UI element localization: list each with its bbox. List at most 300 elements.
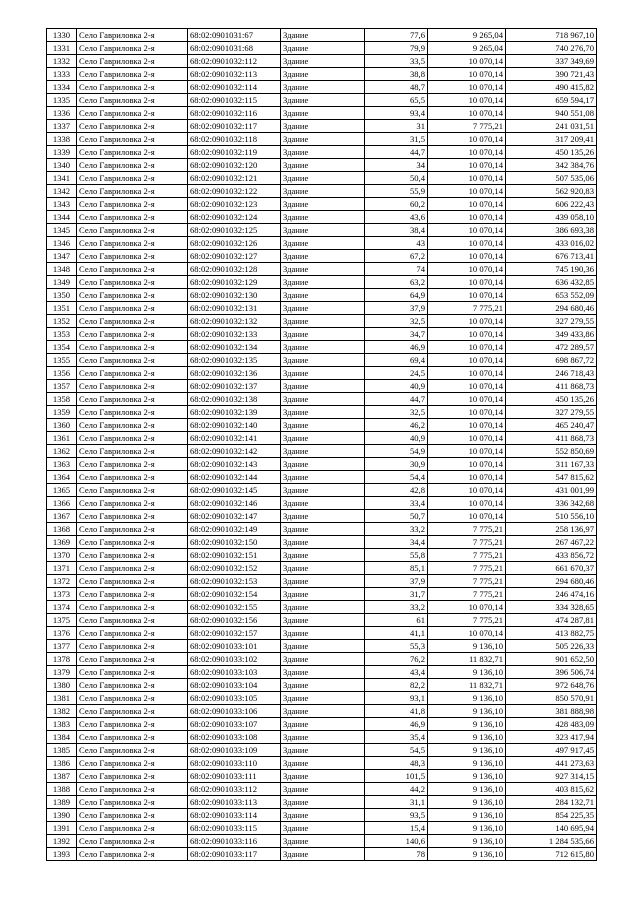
table-row xyxy=(47,809,597,822)
row-number-cell: 1335 xyxy=(47,94,77,107)
cadastral-value-cell: 740 276,70 xyxy=(506,42,597,55)
cadastral-value-cell: 507 535,06 xyxy=(506,172,597,185)
object-type-cell: Здание xyxy=(281,549,365,562)
cadastral-value-cell: 284 132,71 xyxy=(506,796,597,809)
locality-cell: Село Гавриловка 2-я xyxy=(77,146,188,159)
unit-value-cell: 9 136,10 xyxy=(428,783,506,796)
cadastral-value-table xyxy=(46,28,597,861)
area-cell: 34,4 xyxy=(365,536,428,549)
cadastral-value-cell: 972 648,76 xyxy=(506,679,597,692)
row-number-cell: 1370 xyxy=(47,549,77,562)
cadastral-value-cell: 337 349,69 xyxy=(506,55,597,68)
object-type-cell: Здание xyxy=(281,289,365,302)
object-type-cell: Здание xyxy=(281,211,365,224)
area-cell: 63,2 xyxy=(365,276,428,289)
unit-value-cell: 10 070,14 xyxy=(428,172,506,185)
unit-value-cell: 10 070,14 xyxy=(428,94,506,107)
table-row xyxy=(47,172,597,185)
cadastral-value-cell: 267 467,22 xyxy=(506,536,597,549)
cadastral-number-cell: 68:02:0901032:151 xyxy=(188,549,281,562)
unit-value-cell: 10 070,14 xyxy=(428,341,506,354)
table-row xyxy=(47,445,597,458)
cadastral-value-cell: 1 284 535,66 xyxy=(506,835,597,848)
area-cell: 43 xyxy=(365,237,428,250)
cadastral-number-cell: 68:02:0901033:108 xyxy=(188,731,281,744)
object-type-cell: Здание xyxy=(281,172,365,185)
unit-value-cell: 9 136,10 xyxy=(428,809,506,822)
table-row xyxy=(47,94,597,107)
table-row xyxy=(47,575,597,588)
area-cell: 44,2 xyxy=(365,783,428,796)
cadastral-number-cell: 68:02:0901033:106 xyxy=(188,705,281,718)
row-number-cell: 1342 xyxy=(47,185,77,198)
row-number-cell: 1341 xyxy=(47,172,77,185)
cadastral-value-cell: 552 850,69 xyxy=(506,445,597,458)
row-number-cell: 1376 xyxy=(47,627,77,640)
cadastral-value-cell: 334 328,65 xyxy=(506,601,597,614)
locality-cell: Село Гавриловка 2-я xyxy=(77,341,188,354)
unit-value-cell: 10 070,14 xyxy=(428,601,506,614)
area-cell: 43,4 xyxy=(365,666,428,679)
unit-value-cell: 10 070,14 xyxy=(428,406,506,419)
table-row xyxy=(47,783,597,796)
cadastral-value-cell: 850 570,91 xyxy=(506,692,597,705)
object-type-cell: Здание xyxy=(281,315,365,328)
cadastral-value-cell: 505 226,33 xyxy=(506,640,597,653)
cadastral-number-cell: 68:02:0901032:143 xyxy=(188,458,281,471)
row-number-cell: 1373 xyxy=(47,588,77,601)
object-type-cell: Здание xyxy=(281,380,365,393)
object-type-cell: Здание xyxy=(281,796,365,809)
locality-cell: Село Гавриловка 2-я xyxy=(77,94,188,107)
cadastral-number-cell: 68:02:0901032:122 xyxy=(188,185,281,198)
locality-cell: Село Гавриловка 2-я xyxy=(77,29,188,42)
cadastral-value-cell: 745 190,36 xyxy=(506,263,597,276)
unit-value-cell: 9 265,04 xyxy=(428,42,506,55)
locality-cell: Село Гавриловка 2-я xyxy=(77,81,188,94)
cadastral-number-cell: 68:02:0901031:68 xyxy=(188,42,281,55)
table-row xyxy=(47,198,597,211)
unit-value-cell: 7 775,21 xyxy=(428,588,506,601)
unit-value-cell: 7 775,21 xyxy=(428,120,506,133)
unit-value-cell: 10 070,14 xyxy=(428,432,506,445)
object-type-cell: Здание xyxy=(281,81,365,94)
area-cell: 38,8 xyxy=(365,68,428,81)
unit-value-cell: 10 070,14 xyxy=(428,237,506,250)
table-row xyxy=(47,263,597,276)
cadastral-number-cell: 68:02:0901032:113 xyxy=(188,68,281,81)
area-cell: 65,5 xyxy=(365,94,428,107)
cadastral-number-cell: 68:02:0901032:139 xyxy=(188,406,281,419)
cadastral-number-cell: 68:02:0901032:149 xyxy=(188,523,281,536)
unit-value-cell: 9 136,10 xyxy=(428,640,506,653)
row-number-cell: 1330 xyxy=(47,29,77,42)
locality-cell: Село Гавриловка 2-я xyxy=(77,198,188,211)
table-row xyxy=(47,588,597,601)
cadastral-value-cell: 413 882,75 xyxy=(506,627,597,640)
table-row xyxy=(47,107,597,120)
table-row xyxy=(47,744,597,757)
cadastral-value-cell: 411 868,73 xyxy=(506,432,597,445)
unit-value-cell: 10 070,14 xyxy=(428,146,506,159)
cadastral-number-cell: 68:02:0901033:101 xyxy=(188,640,281,653)
cadastral-number-cell: 68:02:0901032:129 xyxy=(188,276,281,289)
cadastral-value-cell: 433 016,02 xyxy=(506,237,597,250)
row-number-cell: 1352 xyxy=(47,315,77,328)
locality-cell: Село Гавриловка 2-я xyxy=(77,510,188,523)
row-number-cell: 1385 xyxy=(47,744,77,757)
cadastral-value-cell: 497 917,45 xyxy=(506,744,597,757)
cadastral-value-cell: 403 815,62 xyxy=(506,783,597,796)
row-number-cell: 1353 xyxy=(47,328,77,341)
area-cell: 38,4 xyxy=(365,224,428,237)
locality-cell: Село Гавриловка 2-я xyxy=(77,302,188,315)
cadastral-number-cell: 68:02:0901032:147 xyxy=(188,510,281,523)
table-row xyxy=(47,692,597,705)
row-number-cell: 1344 xyxy=(47,211,77,224)
area-cell: 55,8 xyxy=(365,549,428,562)
locality-cell: Село Гавриловка 2-я xyxy=(77,185,188,198)
unit-value-cell: 10 070,14 xyxy=(428,211,506,224)
table-row xyxy=(47,497,597,510)
object-type-cell: Здание xyxy=(281,406,365,419)
cadastral-number-cell: 68:02:0901032:128 xyxy=(188,263,281,276)
unit-value-cell: 10 070,14 xyxy=(428,367,506,380)
cadastral-number-cell: 68:02:0901032:114 xyxy=(188,81,281,94)
locality-cell: Село Гавриловка 2-я xyxy=(77,536,188,549)
locality-cell: Село Гавриловка 2-я xyxy=(77,159,188,172)
unit-value-cell: 9 136,10 xyxy=(428,705,506,718)
object-type-cell: Здание xyxy=(281,627,365,640)
locality-cell: Село Гавриловка 2-я xyxy=(77,42,188,55)
object-type-cell: Здание xyxy=(281,523,365,536)
unit-value-cell: 10 070,14 xyxy=(428,263,506,276)
locality-cell: Село Гавриловка 2-я xyxy=(77,640,188,653)
row-number-cell: 1358 xyxy=(47,393,77,406)
unit-value-cell: 9 136,10 xyxy=(428,822,506,835)
unit-value-cell: 9 136,10 xyxy=(428,731,506,744)
area-cell: 101,5 xyxy=(365,770,428,783)
locality-cell: Село Гавриловка 2-я xyxy=(77,224,188,237)
area-cell: 64,9 xyxy=(365,289,428,302)
cadastral-value-cell: 431 001,99 xyxy=(506,484,597,497)
row-number-cell: 1359 xyxy=(47,406,77,419)
object-type-cell: Здание xyxy=(281,640,365,653)
locality-cell: Село Гавриловка 2-я xyxy=(77,68,188,81)
cadastral-number-cell: 68:02:0901031:67 xyxy=(188,29,281,42)
row-number-cell: 1345 xyxy=(47,224,77,237)
unit-value-cell: 7 775,21 xyxy=(428,575,506,588)
cadastral-number-cell: 68:02:0901032:125 xyxy=(188,224,281,237)
cadastral-number-cell: 68:02:0901032:146 xyxy=(188,497,281,510)
locality-cell: Село Гавриловка 2-я xyxy=(77,588,188,601)
table-row xyxy=(47,237,597,250)
cadastral-value-cell: 854 225,35 xyxy=(506,809,597,822)
table-row xyxy=(47,484,597,497)
unit-value-cell: 10 070,14 xyxy=(428,328,506,341)
unit-value-cell: 10 070,14 xyxy=(428,627,506,640)
table-row xyxy=(47,614,597,627)
table-row xyxy=(47,471,597,484)
unit-value-cell: 10 070,14 xyxy=(428,289,506,302)
cadastral-value-cell: 606 222,43 xyxy=(506,198,597,211)
locality-cell: Село Гавриловка 2-я xyxy=(77,445,188,458)
cadastral-number-cell: 68:02:0901032:118 xyxy=(188,133,281,146)
row-number-cell: 1387 xyxy=(47,770,77,783)
table-row xyxy=(47,627,597,640)
table-row xyxy=(47,406,597,419)
row-number-cell: 1357 xyxy=(47,380,77,393)
object-type-cell: Здание xyxy=(281,107,365,120)
area-cell: 93,5 xyxy=(365,809,428,822)
area-cell: 93,1 xyxy=(365,692,428,705)
cadastral-number-cell: 68:02:0901032:136 xyxy=(188,367,281,380)
table-body xyxy=(47,29,597,861)
row-number-cell: 1343 xyxy=(47,198,77,211)
unit-value-cell: 7 775,21 xyxy=(428,562,506,575)
cadastral-number-cell: 68:02:0901033:103 xyxy=(188,666,281,679)
cadastral-number-cell: 68:02:0901033:109 xyxy=(188,744,281,757)
locality-cell: Село Гавриловка 2-я xyxy=(77,263,188,276)
locality-cell: Село Гавриловка 2-я xyxy=(77,822,188,835)
unit-value-cell: 10 070,14 xyxy=(428,354,506,367)
locality-cell: Село Гавриловка 2-я xyxy=(77,211,188,224)
area-cell: 24,5 xyxy=(365,367,428,380)
locality-cell: Село Гавриловка 2-я xyxy=(77,614,188,627)
cadastral-number-cell: 68:02:0901033:110 xyxy=(188,757,281,770)
locality-cell: Село Гавриловка 2-я xyxy=(77,471,188,484)
area-cell: 33,2 xyxy=(365,523,428,536)
area-cell: 50,7 xyxy=(365,510,428,523)
object-type-cell: Здание xyxy=(281,445,365,458)
unit-value-cell: 10 070,14 xyxy=(428,484,506,497)
cadastral-value-cell: 428 483,09 xyxy=(506,718,597,731)
row-number-cell: 1366 xyxy=(47,497,77,510)
cadastral-number-cell: 68:02:0901032:150 xyxy=(188,536,281,549)
area-cell: 33,4 xyxy=(365,497,428,510)
cadastral-number-cell: 68:02:0901032:133 xyxy=(188,328,281,341)
locality-cell: Село Гавриловка 2-я xyxy=(77,55,188,68)
object-type-cell: Здание xyxy=(281,770,365,783)
locality-cell: Село Гавриловка 2-я xyxy=(77,367,188,380)
locality-cell: Село Гавриловка 2-я xyxy=(77,419,188,432)
cadastral-value-cell: 258 136,97 xyxy=(506,523,597,536)
object-type-cell: Здание xyxy=(281,120,365,133)
locality-cell: Село Гавриловка 2-я xyxy=(77,432,188,445)
table-row xyxy=(47,224,597,237)
locality-cell: Село Гавриловка 2-я xyxy=(77,666,188,679)
object-type-cell: Здание xyxy=(281,692,365,705)
object-type-cell: Здание xyxy=(281,94,365,107)
row-number-cell: 1348 xyxy=(47,263,77,276)
object-type-cell: Здание xyxy=(281,731,365,744)
cadastral-number-cell: 68:02:0901032:115 xyxy=(188,94,281,107)
row-number-cell: 1389 xyxy=(47,796,77,809)
area-cell: 40,9 xyxy=(365,380,428,393)
area-cell: 44,7 xyxy=(365,393,428,406)
row-number-cell: 1361 xyxy=(47,432,77,445)
area-cell: 61 xyxy=(365,614,428,627)
row-number-cell: 1351 xyxy=(47,302,77,315)
table-row xyxy=(47,133,597,146)
locality-cell: Село Гавриловка 2-я xyxy=(77,237,188,250)
row-number-cell: 1386 xyxy=(47,757,77,770)
table-row xyxy=(47,315,597,328)
row-number-cell: 1337 xyxy=(47,120,77,133)
table-row xyxy=(47,211,597,224)
unit-value-cell: 9 136,10 xyxy=(428,744,506,757)
unit-value-cell: 10 070,14 xyxy=(428,276,506,289)
unit-value-cell: 9 136,10 xyxy=(428,718,506,731)
document-page xyxy=(46,28,597,861)
table-row xyxy=(47,250,597,263)
locality-cell: Село Гавриловка 2-я xyxy=(77,315,188,328)
unit-value-cell: 10 070,14 xyxy=(428,159,506,172)
cadastral-number-cell: 68:02:0901032:154 xyxy=(188,588,281,601)
area-cell: 140,6 xyxy=(365,835,428,848)
object-type-cell: Здание xyxy=(281,29,365,42)
unit-value-cell: 9 136,10 xyxy=(428,835,506,848)
object-type-cell: Здание xyxy=(281,419,365,432)
row-number-cell: 1371 xyxy=(47,562,77,575)
object-type-cell: Здание xyxy=(281,809,365,822)
locality-cell: Село Гавриловка 2-я xyxy=(77,549,188,562)
row-number-cell: 1380 xyxy=(47,679,77,692)
locality-cell: Село Гавриловка 2-я xyxy=(77,796,188,809)
row-number-cell: 1393 xyxy=(47,848,77,861)
cadastral-value-cell: 698 867,72 xyxy=(506,354,597,367)
object-type-cell: Здание xyxy=(281,237,365,250)
row-number-cell: 1364 xyxy=(47,471,77,484)
area-cell: 60,2 xyxy=(365,198,428,211)
cadastral-number-cell: 68:02:0901032:152 xyxy=(188,562,281,575)
cadastral-number-cell: 68:02:0901032:156 xyxy=(188,614,281,627)
unit-value-cell: 10 070,14 xyxy=(428,510,506,523)
cadastral-number-cell: 68:02:0901033:117 xyxy=(188,848,281,861)
object-type-cell: Здание xyxy=(281,328,365,341)
area-cell: 46,9 xyxy=(365,341,428,354)
row-number-cell: 1356 xyxy=(47,367,77,380)
table-row xyxy=(47,536,597,549)
cadastral-value-cell: 342 384,76 xyxy=(506,159,597,172)
area-cell: 77,6 xyxy=(365,29,428,42)
object-type-cell: Здание xyxy=(281,263,365,276)
cadastral-number-cell: 68:02:0901032:144 xyxy=(188,471,281,484)
cadastral-number-cell: 68:02:0901032:112 xyxy=(188,55,281,68)
cadastral-value-cell: 241 031,51 xyxy=(506,120,597,133)
cadastral-value-cell: 381 888,98 xyxy=(506,705,597,718)
object-type-cell: Здание xyxy=(281,588,365,601)
cadastral-number-cell: 68:02:0901032:130 xyxy=(188,289,281,302)
unit-value-cell: 10 070,14 xyxy=(428,185,506,198)
locality-cell: Село Гавриловка 2-я xyxy=(77,172,188,185)
row-number-cell: 1369 xyxy=(47,536,77,549)
row-number-cell: 1354 xyxy=(47,341,77,354)
row-number-cell: 1347 xyxy=(47,250,77,263)
unit-value-cell: 10 070,14 xyxy=(428,497,506,510)
area-cell: 15,4 xyxy=(365,822,428,835)
unit-value-cell: 10 070,14 xyxy=(428,107,506,120)
cadastral-value-cell: 490 415,82 xyxy=(506,81,597,94)
area-cell: 43,6 xyxy=(365,211,428,224)
unit-value-cell: 7 775,21 xyxy=(428,302,506,315)
locality-cell: Село Гавриловка 2-я xyxy=(77,380,188,393)
locality-cell: Село Гавриловка 2-я xyxy=(77,484,188,497)
cadastral-value-cell: 659 594,17 xyxy=(506,94,597,107)
object-type-cell: Здание xyxy=(281,484,365,497)
table-row xyxy=(47,523,597,536)
cadastral-value-cell: 653 552,09 xyxy=(506,289,597,302)
area-cell: 48,7 xyxy=(365,81,428,94)
unit-value-cell: 10 070,14 xyxy=(428,250,506,263)
locality-cell: Село Гавриловка 2-я xyxy=(77,393,188,406)
cadastral-value-cell: 294 680,46 xyxy=(506,302,597,315)
cadastral-value-cell: 450 135,26 xyxy=(506,393,597,406)
area-cell: 31 xyxy=(365,120,428,133)
table-row xyxy=(47,185,597,198)
unit-value-cell: 10 070,14 xyxy=(428,471,506,484)
unit-value-cell: 9 136,10 xyxy=(428,692,506,705)
object-type-cell: Здание xyxy=(281,198,365,211)
row-number-cell: 1365 xyxy=(47,484,77,497)
object-type-cell: Здание xyxy=(281,614,365,627)
table-row xyxy=(47,42,597,55)
object-type-cell: Здание xyxy=(281,432,365,445)
table-row xyxy=(47,302,597,315)
area-cell: 85,1 xyxy=(365,562,428,575)
table-row xyxy=(47,68,597,81)
table-row xyxy=(47,289,597,302)
cadastral-value-cell: 439 058,10 xyxy=(506,211,597,224)
table-row xyxy=(47,731,597,744)
locality-cell: Село Гавриловка 2-я xyxy=(77,289,188,302)
locality-cell: Село Гавриловка 2-я xyxy=(77,497,188,510)
unit-value-cell: 9 136,10 xyxy=(428,757,506,770)
cadastral-number-cell: 68:02:0901032:145 xyxy=(188,484,281,497)
cadastral-number-cell: 68:02:0901032:137 xyxy=(188,380,281,393)
area-cell: 46,2 xyxy=(365,419,428,432)
table-row xyxy=(47,120,597,133)
cadastral-value-cell: 465 240,47 xyxy=(506,419,597,432)
table-row xyxy=(47,367,597,380)
object-type-cell: Здание xyxy=(281,185,365,198)
object-type-cell: Здание xyxy=(281,783,365,796)
object-type-cell: Здание xyxy=(281,354,365,367)
table-row xyxy=(47,770,597,783)
object-type-cell: Здание xyxy=(281,224,365,237)
table-row xyxy=(47,146,597,159)
cadastral-number-cell: 68:02:0901033:107 xyxy=(188,718,281,731)
object-type-cell: Здание xyxy=(281,393,365,406)
area-cell: 44,7 xyxy=(365,146,428,159)
unit-value-cell: 10 070,14 xyxy=(428,133,506,146)
cadastral-value-cell: 294 680,46 xyxy=(506,575,597,588)
area-cell: 31,5 xyxy=(365,133,428,146)
locality-cell: Село Гавриловка 2-я xyxy=(77,601,188,614)
cadastral-value-cell: 927 314,15 xyxy=(506,770,597,783)
cadastral-number-cell: 68:02:0901032:120 xyxy=(188,159,281,172)
object-type-cell: Здание xyxy=(281,679,365,692)
unit-value-cell: 9 136,10 xyxy=(428,770,506,783)
cadastral-number-cell: 68:02:0901033:104 xyxy=(188,679,281,692)
cadastral-value-cell: 390 721,43 xyxy=(506,68,597,81)
cadastral-number-cell: 68:02:0901032:126 xyxy=(188,237,281,250)
table-row xyxy=(47,380,597,393)
row-number-cell: 1374 xyxy=(47,601,77,614)
area-cell: 41,1 xyxy=(365,627,428,640)
area-cell: 79,9 xyxy=(365,42,428,55)
locality-cell: Село Гавриловка 2-я xyxy=(77,250,188,263)
